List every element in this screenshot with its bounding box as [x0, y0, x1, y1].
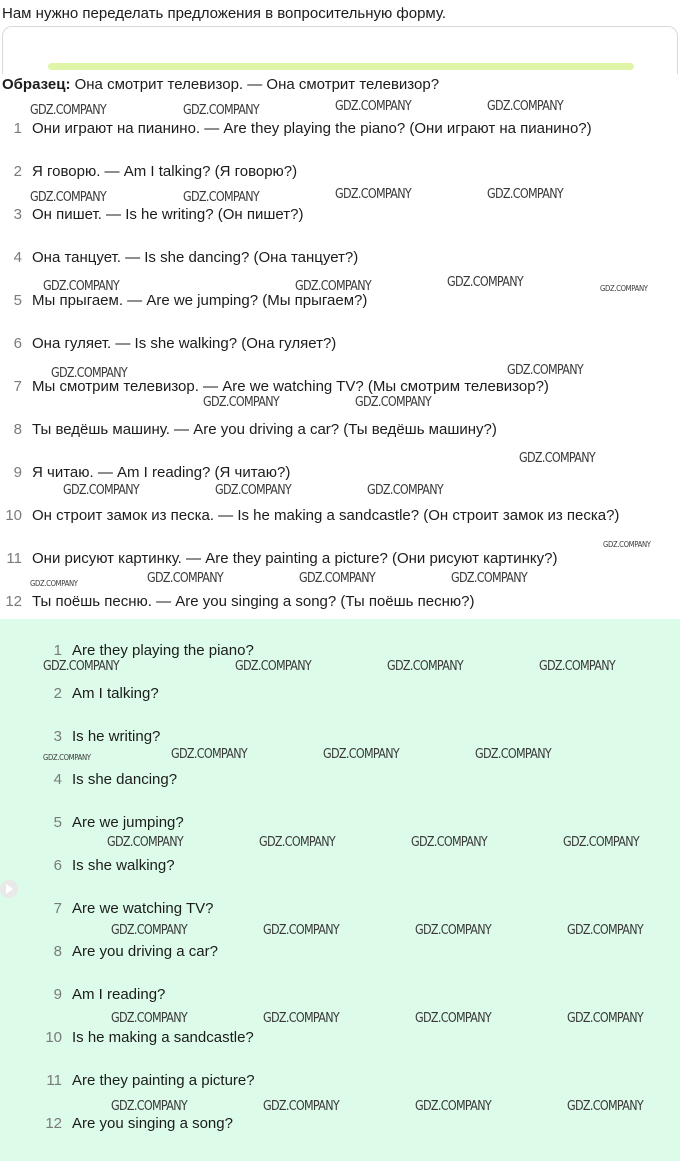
sentence-row [0, 248, 358, 268]
answer-row [40, 684, 159, 704]
sentence-number: 7 [13, 378, 22, 395]
answer-row [40, 1114, 233, 1134]
answer-number: 1 [53, 642, 62, 659]
sample-text: Она смотрит телевизор. — Она смотрит телевизор? [74, 76, 440, 93]
answer-text: Am I talking? [72, 685, 159, 702]
sentence-row [0, 506, 619, 526]
watermark: GDZ.COMPANY [519, 451, 596, 466]
watermark: GDZ.COMPANY [475, 747, 552, 762]
watermark: GDZ.COMPANY [447, 275, 524, 290]
watermark: GDZ.COMPANY [215, 483, 292, 498]
sample-label: Образец: [2, 76, 71, 93]
sentence-text: Они играют на пианино. — Are they playing the piano? (Они играют на пианино?) [32, 120, 592, 137]
watermark: GDZ.COMPANY [600, 284, 648, 293]
watermark: GDZ.COMPANY [111, 923, 188, 938]
watermark: GDZ.COMPANY [415, 923, 492, 938]
sentence-text: Ты поёшь песню. — Are you singing a song? (Ты поёшь песню?) [32, 593, 475, 610]
watermark: GDZ.COMPANY [367, 483, 444, 498]
watermark: GDZ.COMPANY [603, 540, 651, 549]
answer-row [40, 856, 175, 876]
watermark: GDZ.COMPANY [183, 103, 260, 118]
answer-text: Is she walking? [72, 857, 175, 874]
answer-text: Are they painting a picture? [72, 1072, 255, 1089]
answer-text: Is she dancing? [72, 771, 178, 788]
answer-number: 8 [53, 943, 62, 960]
sentence-text: Ты ведёшь машину. — Are you driving a car? (Ты ведёшь машину?) [32, 421, 497, 438]
answer-row [40, 985, 165, 1005]
watermark: GDZ.COMPANY [235, 659, 312, 674]
watermark: GDZ.COMPANY [263, 1011, 340, 1026]
watermark: GDZ.COMPANY [355, 395, 432, 410]
watermark: GDZ.COMPANY [147, 571, 224, 586]
answer-row [40, 770, 177, 790]
answer-text: Is he making a sandcastle? [72, 1029, 254, 1046]
sentence-number: 6 [13, 335, 22, 352]
watermark: GDZ.COMPANY [415, 1099, 492, 1114]
answer-row [40, 813, 184, 833]
watermark: GDZ.COMPANY [111, 1011, 188, 1026]
watermark: GDZ.COMPANY [263, 1099, 340, 1114]
answer-number: 2 [53, 685, 62, 702]
watermark: GDZ.COMPANY [259, 835, 336, 850]
sentence-row [0, 334, 336, 354]
sentence-number: 3 [13, 206, 22, 223]
sample-line [2, 76, 439, 94]
answer-number: 11 [46, 1072, 62, 1089]
watermark: GDZ.COMPANY [43, 659, 120, 674]
sentence-number: 1 [13, 120, 22, 137]
sentence-number: 12 [5, 593, 22, 610]
watermark: GDZ.COMPANY [30, 579, 78, 588]
sentence-number: 4 [13, 249, 22, 266]
watermark: GDZ.COMPANY [30, 190, 107, 205]
watermark: GDZ.COMPANY [507, 363, 584, 378]
watermark: GDZ.COMPANY [183, 190, 260, 205]
answer-number: 12 [45, 1115, 62, 1132]
sentence-row [0, 205, 303, 225]
answer-row [40, 942, 218, 962]
watermark: GDZ.COMPANY [415, 1011, 492, 1026]
watermark: GDZ.COMPANY [43, 279, 120, 294]
watermark: GDZ.COMPANY [335, 187, 412, 202]
answer-number: 10 [45, 1029, 62, 1046]
sentence-row [0, 592, 475, 612]
sentence-number: 9 [13, 464, 22, 481]
sentence-text: Мы прыгаем. — Are we jumping? (Мы прыгаем?) [32, 292, 368, 309]
answer-text: Are they playing the piano? [72, 642, 254, 659]
answer-text: Are you singing a song? [72, 1115, 233, 1132]
answer-number: 3 [53, 728, 62, 745]
answer-row [40, 1071, 255, 1091]
watermark: GDZ.COMPANY [51, 366, 128, 381]
sentence-row [0, 549, 558, 569]
answer-text: Are you driving a car? [72, 943, 218, 960]
watermark: GDZ.COMPANY [487, 187, 564, 202]
sentence-text: Мы смотрим телевизор. — Are we watching TV? (Мы смотрим телевизор?) [32, 378, 549, 395]
watermark: GDZ.COMPANY [567, 1011, 644, 1026]
watermark: GDZ.COMPANY [335, 99, 412, 114]
answer-row [40, 1028, 254, 1048]
sentence-number: 5 [13, 292, 22, 309]
play-icon[interactable] [0, 880, 18, 898]
watermark: GDZ.COMPANY [295, 279, 372, 294]
answer-number: 6 [53, 857, 62, 874]
answer-number: 5 [53, 814, 62, 831]
answer-number: 4 [53, 771, 62, 788]
answer-text: Are we watching TV? [72, 900, 214, 917]
watermark: GDZ.COMPANY [30, 103, 107, 118]
watermark: GDZ.COMPANY [203, 395, 280, 410]
sentence-text: Она гуляет. — Is she walking? (Она гуляет?) [32, 335, 337, 352]
answer-text: Are we jumping? [72, 814, 184, 831]
watermark: GDZ.COMPANY [567, 923, 644, 938]
sentence-text: Я говорю. — Am I talking? (Я говорю?) [32, 163, 298, 180]
answer-text: Is he writing? [72, 728, 161, 745]
sentence-text: Он строит замок из песка. — Is he making a sandcastle? (Он строит замок из песка?) [32, 507, 620, 524]
watermark: GDZ.COMPANY [567, 1099, 644, 1114]
intro-text: Нам нужно переделать предложения в вопросительную форму. [2, 5, 447, 22]
sentence-text: Они рисуют картинку. — Are they painting a picture? (Они рисуют картинку?) [32, 550, 558, 567]
sentence-row [0, 162, 297, 182]
highlight-bar [48, 63, 634, 70]
sentence-row [0, 463, 290, 483]
watermark: GDZ.COMPANY [263, 923, 340, 938]
watermark: GDZ.COMPANY [451, 571, 528, 586]
watermark: GDZ.COMPANY [487, 99, 564, 114]
watermark: GDZ.COMPANY [171, 747, 248, 762]
watermark: GDZ.COMPANY [111, 1099, 188, 1114]
sentence-number: 8 [13, 421, 22, 438]
answer-text: Am I reading? [72, 986, 166, 1003]
watermark: GDZ.COMPANY [387, 659, 464, 674]
sentence-text: Она танцует. — Is she dancing? (Она танцует?) [32, 249, 359, 266]
answer-row [40, 641, 254, 661]
watermark: GDZ.COMPANY [107, 835, 184, 850]
watermark: GDZ.COMPANY [43, 753, 91, 762]
watermark: GDZ.COMPANY [323, 747, 400, 762]
sentence-number: 2 [13, 163, 22, 180]
watermark: GDZ.COMPANY [563, 835, 640, 850]
sentence-text: Я читаю. — Am I reading? (Я читаю?) [32, 464, 291, 481]
sentence-row [0, 420, 497, 440]
sentence-number: 10 [5, 507, 22, 524]
watermark: GDZ.COMPANY [411, 835, 488, 850]
answer-row [40, 727, 160, 747]
watermark: GDZ.COMPANY [63, 483, 140, 498]
answer-number: 7 [53, 900, 62, 917]
sentence-row [0, 119, 592, 139]
sentence-text: Он пишет. — Is he writing? (Он пишет?) [32, 206, 304, 223]
sentence-row [0, 291, 367, 311]
watermark: GDZ.COMPANY [299, 571, 376, 586]
answer-row [40, 899, 213, 919]
sentence-number: 11 [6, 550, 22, 567]
watermark: GDZ.COMPANY [539, 659, 616, 674]
answer-number: 9 [53, 986, 62, 1003]
